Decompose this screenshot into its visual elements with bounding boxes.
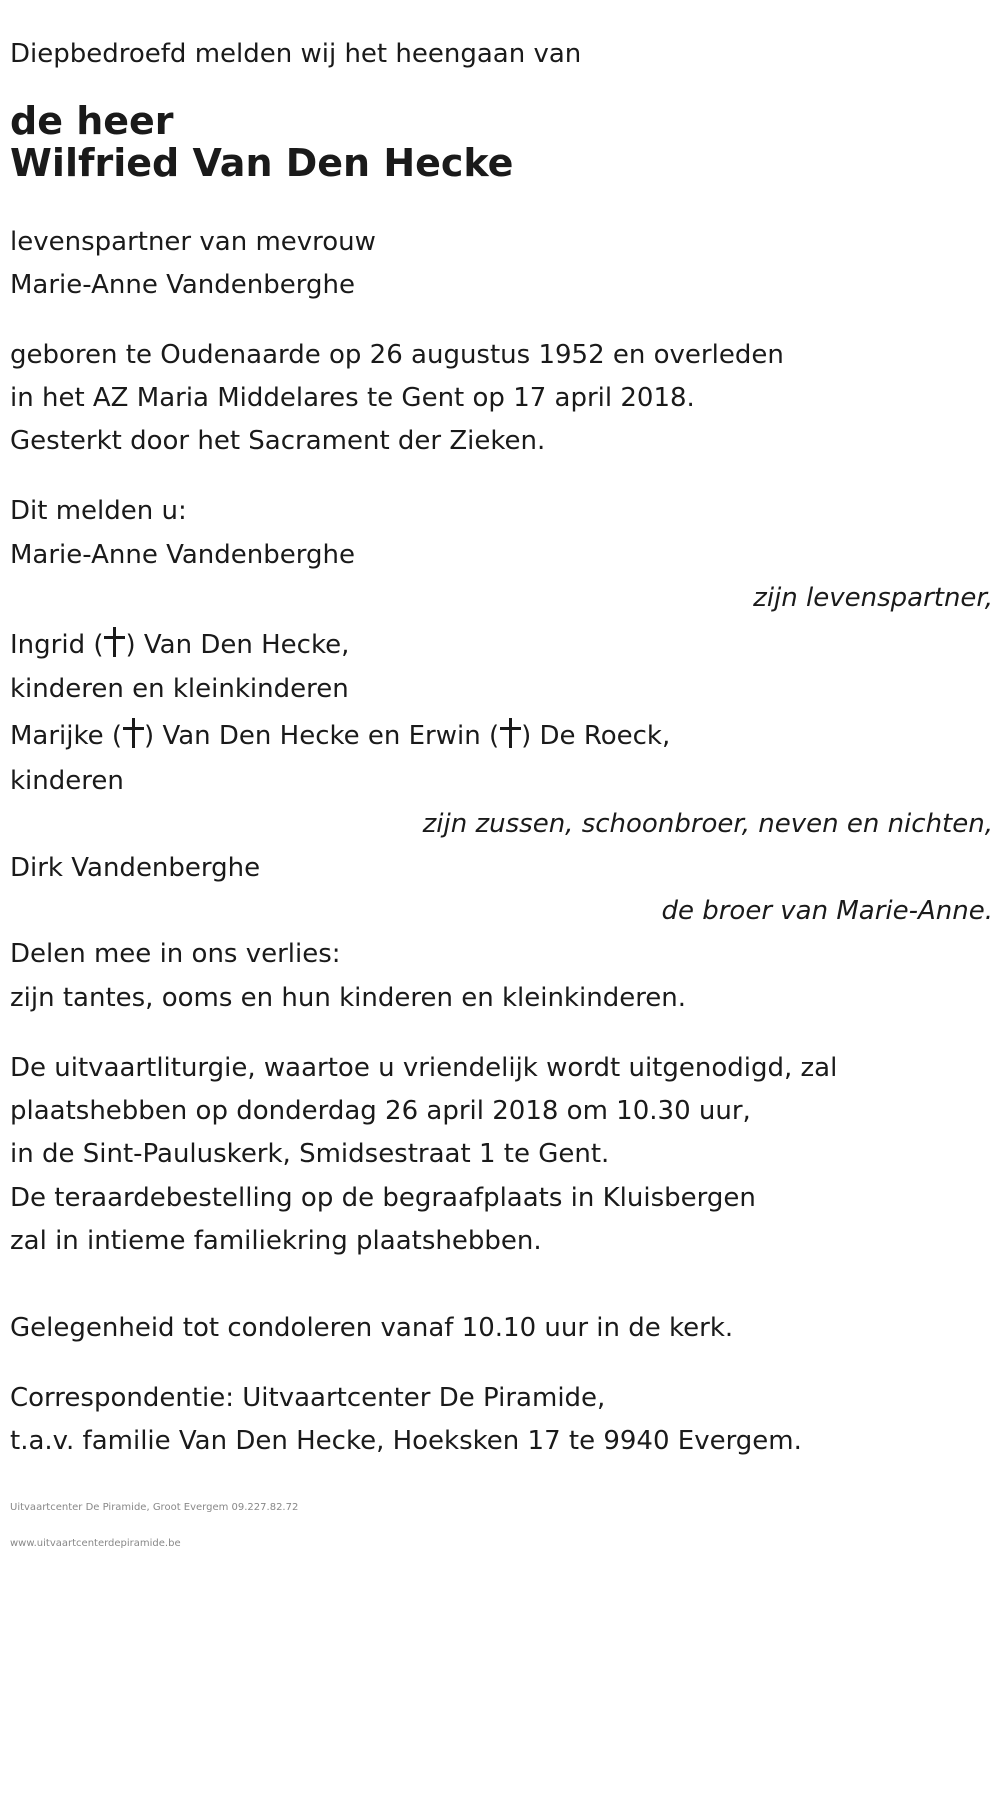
partner-line: levenspartner van mevrouw	[10, 227, 376, 257]
footer-website[interactable]: www.uitvaartcenterdepiramide.be	[10, 1538, 181, 1549]
sister2-first: Marijke (	[10, 721, 123, 751]
brother-role: de broer van Marie-Anne.	[661, 896, 993, 926]
sister1-children: kinderen en kleinkinderen	[10, 674, 349, 704]
siblings-role: zijn zussen, schoonbroer, neven en nichten,	[422, 809, 993, 839]
correspondence-line-1: Correspondentie: Uitvaartcenter De Piramide,	[10, 1383, 606, 1413]
deceased-honorific: de heer	[10, 99, 174, 143]
sister2-line	[10, 718, 670, 753]
funeral-line-2: plaatshebben op donderdag 26 april 2018 om 10.30 uur,	[10, 1096, 751, 1126]
death-line: in het AZ Maria Middelares te Gent op 17 april 2018.	[10, 383, 695, 413]
sister2-mid: ) Van Den Hecke en Erwin (	[144, 721, 500, 751]
sister2-children: kinderen	[10, 766, 124, 796]
partner-name: Marie-Anne Vandenberghe	[10, 270, 355, 300]
funeral-line-1: De uitvaartliturgie, waartoe u vriendelijk wordt uitgenodigd, zal	[10, 1053, 838, 1083]
cross-icon	[500, 718, 520, 746]
funeral-line-3: in de Sint-Pauluskerk, Smidsestraat 1 te Gent.	[10, 1139, 610, 1169]
sister1-first: Ingrid (	[10, 630, 104, 660]
cross-icon	[123, 718, 143, 746]
correspondence-line-2: t.a.v. familie Van Den Hecke, Hoeksken 17 te 9940 Evergem.	[10, 1426, 802, 1456]
deceased-name: Wilfried Van Den Hecke	[10, 141, 514, 185]
family-partner-role: zijn levenspartner,	[753, 583, 993, 613]
family-partner-name: Marie-Anne Vandenberghe	[10, 540, 355, 570]
funeral-line-4: De teraardebestelling op de begraafplaats in Kluisbergen	[10, 1183, 756, 1213]
birth-line: geboren te Oudenaarde op 26 augustus 1952 en overleden	[10, 340, 784, 370]
sacrament-line: Gesterkt door het Sacrament der Zieken.	[10, 426, 546, 456]
footer-company: Uitvaartcenter De Piramide, Groot Evergem 09.227.82.72	[10, 1502, 299, 1513]
sister1-line	[10, 627, 349, 662]
brother-name: Dirk Vandenberghe	[10, 853, 261, 883]
cross-icon	[104, 627, 124, 655]
share-line: zijn tantes, ooms en hun kinderen en kleinkinderen.	[10, 983, 687, 1013]
funeral-line-5: zal in intieme familiekring plaatshebben.	[10, 1226, 542, 1256]
condolence-text: Gelegenheid tot condoleren vanaf 10.10 uur in de kerk.	[10, 1313, 734, 1343]
sister1-rest: ) Van Den Hecke,	[125, 630, 350, 660]
share-heading: Delen mee in ons verlies:	[10, 939, 341, 969]
sister2-rest: ) De Roeck,	[521, 721, 671, 751]
intro-text: Diepbedroefd melden wij het heengaan van	[10, 39, 582, 69]
family-heading: Dit melden u:	[10, 496, 187, 526]
